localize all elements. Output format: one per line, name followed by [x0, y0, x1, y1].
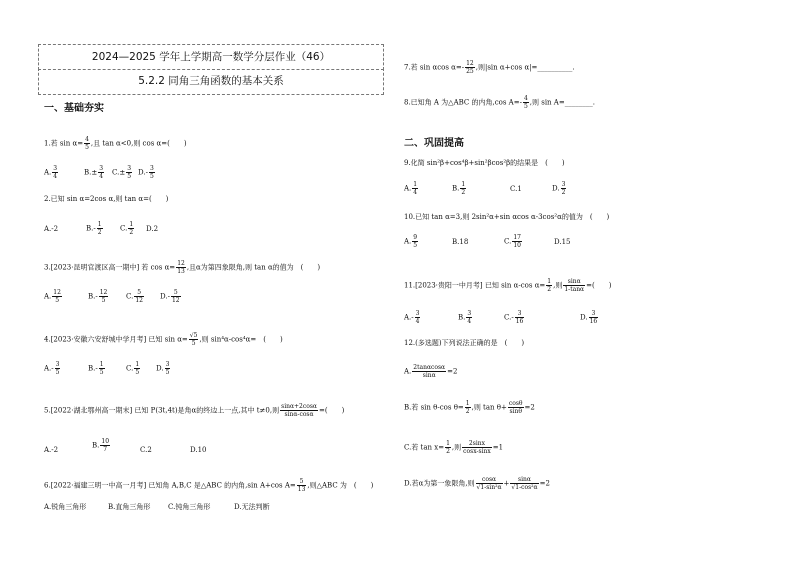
q9-option-d[interactable]: D. $\frac{3}{2}$ [552, 181, 566, 196]
q9-option-c[interactable]: C.1 [510, 185, 522, 193]
question-5: 5.[2022·湖北鄂州高一期末] 已知 P(3t,4t)是角α的终边上一点,其中 t≠0,则 $\frac{\sin\alpha+2\cos\alpha}{\sin\alpha-\cos\alpha}$ =( ) [44, 403, 345, 418]
fraction [412, 234, 418, 249]
fraction-denominator: 5 [135, 369, 140, 376]
fraction-numerator: cosα [476, 476, 503, 484]
fraction [55, 361, 61, 376]
fraction-numerator: 1 [465, 400, 470, 407]
fraction-numerator: 1 [413, 181, 418, 188]
q6-option-a[interactable]: A.锐角三角形 [44, 503, 87, 511]
fraction-numerator: 3 [165, 361, 170, 368]
fraction-denominator: sinα [422, 372, 436, 379]
fraction-denominator: 4 [53, 173, 58, 180]
fraction [52, 289, 62, 304]
fraction-numerator: 1 [99, 361, 104, 368]
q1-tail: ,且 tan α<0,则 cos α=( ) [90, 139, 187, 148]
q9-option-a[interactable]: A. $\frac{1}{4}$ [404, 181, 418, 196]
fraction-denominator: 2 [97, 229, 102, 236]
fraction-numerator: 3 [99, 165, 104, 172]
q6-option-c[interactable]: C.钝角三角形 [168, 503, 211, 511]
q6-option-b[interactable]: B.直角三角形 [108, 503, 151, 511]
section-basic: 一、基础夯实 [44, 103, 104, 114]
fraction-denominator: 5 [127, 173, 132, 180]
question-1 [44, 136, 187, 151]
q1-option-c[interactable]: C.± $\frac{3}{5}$ [112, 165, 132, 180]
fraction [460, 181, 466, 196]
fraction-denominator: 25 [466, 68, 474, 75]
fraction-denominator: sinθ [509, 408, 522, 415]
fraction-denominator: cosx-sinx [463, 448, 491, 455]
question-8: 8.已知角 A 为△ABC 的内角,cos A=- $\frac{4}{5}$ ,则 sin A=________. [404, 95, 595, 110]
fraction-denominator: 1-tanα [564, 286, 585, 293]
fraction-denominator: √1-sin²α [476, 484, 502, 491]
fraction-numerator: 3 [127, 165, 132, 172]
q3-option-c[interactable]: C. $\frac{5}{12}$ [126, 289, 143, 304]
fraction-denominator: 4 [467, 318, 472, 325]
fraction [561, 181, 567, 196]
fraction-numerator: 1 [461, 181, 466, 188]
fraction-numerator: 2sinx [462, 440, 492, 448]
fraction-denominator: 13 [297, 486, 306, 493]
fraction [466, 310, 472, 325]
q10-option-c[interactable]: C. $\frac{17}{10}$ [504, 234, 521, 249]
fraction-denominator: 7 [103, 446, 108, 453]
fraction [189, 332, 199, 347]
fraction-denominator: 2 [561, 189, 566, 196]
fraction [149, 165, 155, 180]
q12-option-a[interactable]: A. $\frac{2\tan\alpha\cos\alpha}{\sin\alpha}$ =2 [404, 364, 458, 379]
fraction-denominator: 5 [85, 144, 89, 151]
fraction-numerator: 3 [589, 310, 599, 318]
fraction-denominator: 5 [523, 103, 528, 110]
fraction-denominator: 2 [547, 286, 552, 293]
fraction [98, 165, 104, 180]
fraction [280, 403, 318, 418]
fraction-numerator: 3 [53, 165, 58, 172]
q1-option-a[interactable]: A. $\frac{3}{4}$ [44, 165, 58, 180]
fraction-numerator: 1 [446, 440, 450, 447]
fraction [171, 289, 181, 304]
fraction-numerator: 12 [466, 60, 474, 67]
fraction-numerator: 5 [134, 289, 144, 297]
fraction-denominator: 10 [513, 242, 521, 249]
fraction-denominator: 2 [446, 448, 450, 455]
question-12: 12.(多选题)下列说法正确的是 ( ) [404, 339, 525, 347]
fraction-denominator: 5 [149, 173, 154, 180]
question-9: 9.化简 sin²β+cos⁴β+sin²βcos²β的结果是 ( ) [404, 159, 565, 167]
q5-option-d[interactable]: D.10 [190, 446, 207, 454]
fraction-numerator: 3 [55, 361, 60, 368]
fraction-denominator: 2 [461, 189, 466, 196]
fraction [52, 165, 58, 180]
fraction [465, 400, 471, 415]
fraction-numerator: 3 [149, 165, 154, 172]
q10-option-a[interactable]: A. $\frac{9}{5}$ [404, 234, 418, 249]
q10-option-d[interactable]: D.15 [554, 238, 571, 246]
fraction-numerator: 12 [53, 289, 61, 296]
fraction-numerator: cosθ [508, 400, 523, 407]
fraction [589, 310, 599, 325]
fraction-numerator: sinα [563, 278, 585, 286]
q12-option-d[interactable]: D.若α为第一象限角,则 $\frac{\cos\alpha}{\text{√1-sin²α}}$ + $\frac{\sin\alpha}{\text{√1-cos²α}}$ =2 [404, 476, 550, 491]
fraction-denominator: 5 [413, 242, 418, 249]
fraction-denominator: 16 [589, 318, 598, 325]
question-3: 3.[2023·昆明官渡区高一期中] 若 cos α= $\frac{12}{13}$ ,且α为第四象限角,则 tan α的值为 ( ) [44, 260, 321, 275]
question-11: 11.[2023·贵阳一中月考] 已知 sin α-cos α= $\frac{1}{2}$ ,则 $\frac{\sin\alpha}{1-\tan\alpha}$ =( ) [404, 278, 612, 293]
fraction [412, 364, 446, 379]
fraction [128, 221, 134, 236]
question-10: 10.已知 tan α=3,则 2sin²α+sin αcos α-3cos²α的值为 ( ) [404, 213, 610, 221]
question-4: 4.[2023·安徽六安舒城中学月考] 已知 sin α= $\frac{√5}{5}$ ,则 sin⁴α-cos⁴α= ( ) [44, 332, 283, 347]
fraction [99, 361, 105, 376]
fraction-numerator: 12 [99, 289, 108, 296]
fraction [445, 440, 451, 455]
q5-option-a[interactable]: A.-2 [44, 446, 59, 454]
q2-option-a[interactable]: A.-2 [44, 225, 59, 233]
fraction [512, 234, 522, 249]
question-6: 6.[2022·福建三明一中高一月考] 已知角 A,B,C 是△ABC 的内角,sin A+cos A= $\frac{5}{13}$ ,则△ABC 为 ( ) [44, 478, 374, 493]
q9-option-b[interactable]: B. $\frac{1}{2}$ [452, 181, 466, 196]
fraction-numerator: 3 [561, 181, 566, 188]
fraction-numerator: 12 [177, 260, 185, 267]
fraction [546, 278, 552, 293]
q4-option-d[interactable]: D. $\frac{3}{5}$ [156, 361, 170, 376]
fraction-denominator: 2 [465, 408, 470, 415]
q3-option-d[interactable]: D.- $\frac{5}{12}$ [160, 289, 180, 304]
q1-fraction [84, 136, 90, 151]
fraction-numerator: sinα [510, 476, 538, 484]
fraction-numerator: 17 [513, 234, 521, 241]
fraction [297, 478, 307, 493]
fraction-denominator: sinα-cosα [284, 411, 314, 418]
fraction [508, 400, 524, 415]
fraction-numerator: 3 [467, 310, 472, 317]
fraction-numerator: 3 [415, 310, 420, 317]
fraction-denominator: 4 [413, 189, 418, 196]
fraction [563, 278, 585, 293]
fraction-denominator: 5 [55, 297, 60, 304]
fraction [165, 361, 171, 376]
fraction-denominator: 12 [135, 297, 143, 304]
fraction [515, 310, 525, 325]
fraction-denominator: 4 [415, 318, 420, 325]
fraction [476, 476, 503, 491]
fraction-denominator: 2 [129, 229, 134, 236]
q4-option-b[interactable]: B.- $\frac{1}{5}$ [88, 361, 104, 376]
fraction [134, 361, 140, 376]
fraction-denominator: 5 [101, 297, 106, 304]
worksheet-subtitle: 5.2.2 同角三角函数的基本关系 [38, 68, 384, 95]
fraction [126, 165, 132, 180]
q12-option-b[interactable]: B.若 sin θ-cos θ= $\frac{1}{2}$ ,则 tan θ+ $\frac{\cos\theta}{\sin\theta}$ =2 [404, 400, 535, 415]
fraction [523, 95, 529, 110]
q2-option-b[interactable]: B.- $\frac{1}{2}$ [86, 221, 102, 236]
fraction-denominator: 5 [191, 340, 196, 347]
fraction [134, 289, 144, 304]
fraction-numerator: 4 [85, 136, 89, 143]
fraction [415, 310, 421, 325]
q1-option-b[interactable]: B.± $\frac{3}{4}$ [84, 165, 104, 180]
fraction-denominator: 5 [165, 369, 170, 376]
fraction-denominator: 5 [55, 369, 60, 376]
question-7: 7.若 sin αcos α=- $\frac{12}{25}$ ,则|sin α+cos α|=__________. [404, 60, 575, 75]
q4-option-c[interactable]: C. $\frac{1}{5}$ [126, 361, 140, 376]
q1-stem: 1.若 sin α= [44, 139, 84, 148]
fraction [462, 440, 492, 455]
fraction-numerator: 5 [297, 478, 307, 486]
q2-option-c[interactable]: C. $\frac{1}{2}$ [120, 221, 134, 236]
q11-option-d[interactable]: D. $\frac{3}{16}$ [580, 310, 598, 325]
fraction-numerator: 9 [413, 234, 418, 241]
q12-option-c[interactable]: C.若 tan x= $\frac{1}{2}$ ,则 $\frac{2\sin x}{\cos x-\sin x}$ =1 [404, 440, 504, 455]
q5-option-b[interactable]: B. $\frac{10}{7}$ [92, 438, 110, 453]
q1-option-d[interactable]: D.- $\frac{3}{5}$ [138, 165, 154, 180]
fraction-numerator: 1 [547, 278, 552, 285]
fraction [176, 260, 186, 275]
fraction-numerator: sinα+2cosα [281, 403, 317, 410]
q2-option-d[interactable]: D.2 [146, 225, 159, 233]
fraction [97, 221, 103, 236]
fraction-numerator: 10 [101, 438, 110, 445]
q11-option-c[interactable]: C.- $\frac{3}{16}$ [504, 310, 524, 325]
fraction [100, 438, 110, 453]
q3-option-b[interactable]: B.- $\frac{12}{5}$ [88, 289, 108, 304]
fraction [99, 289, 109, 304]
fraction-denominator: 5 [99, 369, 104, 376]
worksheet-title: 2024—2025 学年上学期高一数学分层作业（46） [38, 44, 384, 70]
fraction-numerator: 1 [135, 361, 140, 368]
fraction-numerator: 1 [97, 221, 102, 228]
q11-option-b[interactable]: B. $\frac{3}{4}$ [458, 310, 472, 325]
fraction-denominator: 16 [515, 318, 524, 325]
fraction-numerator: 2tanαcosα [413, 364, 446, 371]
q6-option-d[interactable]: D.无法判断 [234, 503, 270, 511]
fraction-numerator: 4 [523, 95, 528, 102]
fraction [465, 60, 475, 75]
fraction-denominator: 4 [99, 173, 104, 180]
q11-option-a[interactable]: A.- $\frac{3}{4}$ [404, 310, 420, 325]
fraction [510, 476, 538, 491]
q4-option-a[interactable]: A.- $\frac{3}{5}$ [44, 361, 60, 376]
fraction-denominator: 13 [177, 268, 185, 275]
fraction [412, 181, 418, 196]
fraction-numerator: √5 [189, 332, 198, 339]
fraction-numerator: 1 [129, 221, 134, 228]
section-advanced: 二、巩固提高 [404, 138, 464, 149]
fraction-numerator: 3 [515, 310, 525, 318]
fraction-denominator: 12 [171, 297, 180, 304]
q5-option-c[interactable]: C.2 [140, 446, 152, 454]
q3-option-a[interactable]: A. $\frac{12}{5}$ [44, 289, 61, 304]
fraction-denominator: √1-cos²α [511, 484, 538, 491]
question-2: 2.已知 sin α=2cos α,则 tan α=( ) [44, 195, 169, 203]
q10-option-b[interactable]: B.18 [452, 238, 469, 246]
fraction-numerator: 5 [171, 289, 181, 297]
